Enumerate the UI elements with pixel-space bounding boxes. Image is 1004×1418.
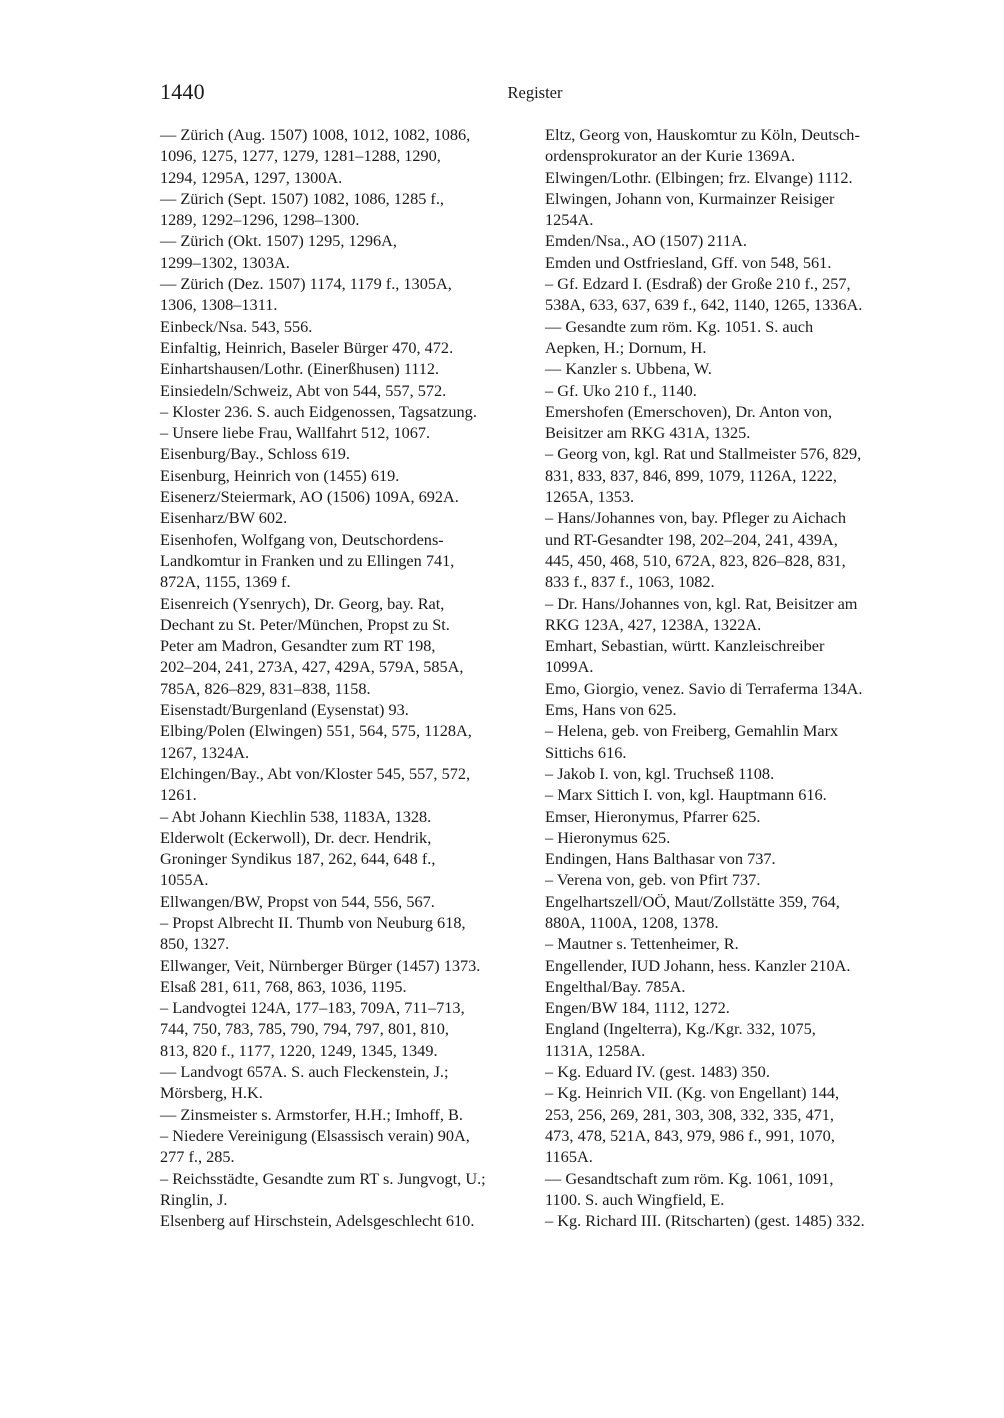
index-entry [545,230,925,251]
index-entry-line: 473, 478, 521A, 843, 979, 986 f., 991, 1070, [545,1125,835,1145]
index-entry-line: ordensprokurator an der Kurie 1369A. [545,146,796,166]
index-entry-line: Engellender, IUD Johann, hess. Kanzler 210A. [545,955,851,975]
index-entry [545,720,925,763]
index-entry-line: 785A, 826–829, 831–838, 1158. [160,678,371,698]
index-entry-line: 1267, 1324A. [160,742,250,762]
index-entry-line: – Dr. Hans/Johannes von, kgl. Rat, Beisitzer am [545,593,858,613]
index-entry [160,891,530,912]
index-entry [545,167,925,188]
index-entry [160,230,530,273]
index-entry [160,593,530,699]
index-entry-line: Elwingen/Lothr. (Elbingen; frz. Elvange) 1112. [545,167,853,187]
index-entry-line: Ems, Hans von 625. [545,700,677,720]
index-entry [545,933,925,954]
index-entry [545,678,925,699]
index-entry-line: Einbeck/Nsa. 543, 556. [160,316,313,336]
index-entry-line: –– Gesandtschaft zum röm. Kg. 1061, 1091, [545,1168,834,1188]
index-entry [160,422,530,443]
index-entry-line: 1096, 1275, 1277, 1279, 1281–1288, 1290, [160,146,441,166]
index-entry-line: Beisitzer am RKG 431A, 1325. [545,423,751,443]
index-entry-line: 872A, 1155, 1369 f. [160,572,291,592]
index-entry-line: 813, 820 f., 1177, 1220, 1249, 1345, 1349. [160,1040,438,1060]
index-entry [545,891,925,934]
index-entry [160,380,530,401]
index-entry-line: RKG 123A, 427, 1238A, 1322A. [545,614,762,634]
index-entry-line: 831, 833, 837, 846, 899, 1079, 1126A, 1222, [545,465,838,485]
index-entry [160,124,530,188]
index-entry [160,443,530,464]
index-entry-line: 538A, 633, 637, 639 f., 642, 1140, 1265, 1336A. [545,295,863,315]
index-entry-line: 1165A. [545,1147,593,1167]
index-entry [160,1061,530,1104]
index-entry-line: 833 f., 837 f., 1063, 1082. [545,572,715,592]
index-entry-line: – Abt Johann Kiechlin 538, 1183A, 1328. [160,806,432,826]
index-entry-line: 1100. S. auch Wingfield, E. [545,1189,725,1209]
index-entry-line: Elsaß 281, 611, 768, 863, 1036, 1195. [160,976,407,996]
index-entry [160,337,530,358]
index-entry-line: Eisenburg/Bay., Schloss 619. [160,444,350,464]
index-entry-line: –– Landvogt 657A. S. auch Fleckenstein, J.; [160,1062,449,1082]
index-entry [545,593,925,636]
index-entry-line: – Gf. Uko 210 f., 1140. [545,380,697,400]
index-entry [160,763,530,806]
index-entry-line: 880A, 1100A, 1208, 1378. [545,912,719,932]
index-entry [545,124,925,167]
index-entry [160,912,530,955]
index-entry-line: Einfaltig, Heinrich, Baseler Bürger 470, 472. [160,337,454,357]
page-number: 1440 [160,79,205,104]
index-entry [545,316,925,359]
index-entry [545,188,925,231]
index-entry-line: – Kg. Heinrich VII. (Kg. von Engellant) 144, [545,1083,840,1103]
index-entry-line: –– Zürich (Aug. 1507) 1008, 1012, 1082, 1086, [160,125,471,144]
index-entry [160,806,530,827]
index-entry [160,699,530,720]
index-entry [160,401,530,422]
index-entry [545,1061,925,1082]
index-entry-line: –– Zürich (Dez. 1507) 1174, 1179 f., 1305A, [160,274,452,294]
index-entry-line: Einsiedeln/Schweiz, Abt von 544, 557, 572. [160,380,447,400]
index-entry-line: Elsenberg auf Hirschstein, Adelsgeschlecht 610. [160,1211,475,1231]
index-entry-line: – Kloster 236. S. auch Eidgenossen, Tagsatzung. [160,401,477,421]
index-entry-line: – Propst Albrecht II. Thumb von Neuburg 618, [160,912,466,932]
index-entry [545,1210,925,1231]
index-entry-line: 1254A. [545,210,594,230]
index-entry-line: Elderwolt (Eckerwoll), Dr. decr. Hendrik, [160,827,432,847]
index-entry [160,1125,530,1168]
index-entry-line: – Hieronymus 625. [545,827,671,847]
index-entry-line: 1265A, 1353. [545,487,635,507]
index-entry [545,976,925,997]
index-entry-line: 1099A. [545,657,594,677]
index-entry-line: Elwingen, Johann von, Kurmainzer Reisiger [545,188,835,208]
running-head: Register [507,83,563,102]
index-entry-line: 1289, 1292–1296, 1298–1300. [160,210,360,230]
index-entry [160,976,530,997]
index-entry [545,1082,925,1167]
index-entry [160,507,530,528]
index-entry [160,1168,530,1211]
index-entry-line: – Georg von, kgl. Rat und Stallmeister 576, 829, [545,444,862,464]
index-entry-line: 1306, 1308–1311. [160,295,278,315]
index-entry-line: – Marx Sittich I. von, kgl. Hauptmann 616. [545,785,827,805]
index-entry-line: – Reichsstädte, Gesandte zum RT s. Jungvogt, U.; [160,1168,486,1188]
index-entry-line: Sittichs 616. [545,742,627,762]
index-entry-line: – Kg. Richard III. (Ritscharten) (gest. 1485) 332. [545,1211,865,1231]
index-entry-line: 445, 450, 468, 510, 672A, 823, 826–828, 831, [545,550,846,570]
index-entry-line: Ellwangen/BW, Propst von 544, 556, 567. [160,891,435,911]
index-entry-line: – Niedere Vereinigung (Elsassisch verain) 90A, [160,1125,470,1145]
index-entry [160,827,530,891]
index-entry-line: Endingen, Hans Balthasar von 737. [545,849,776,869]
index-entry-line: Emhart, Sebastian, württ. Kanzleischreiber [545,636,825,656]
index-entry [545,869,925,890]
index-entry-line: Einhartshausen/Lothr. (Einerßhusen) 1112. [160,359,440,379]
index-entry-line: und RT-Gesandter 198, 202–204, 241, 439A, [545,529,838,549]
index-entry-line: – Unsere liebe Frau, Wallfahrt 512, 1067. [160,423,431,443]
index-entry-line: 1055A. [160,870,209,890]
index-entry-line: Eisenburg, Heinrich von (1455) 619. [160,465,400,485]
index-entry-line: Emershofen (Emerschoven), Dr. Anton von, [545,401,833,421]
index-entry-line: Elbing/Polen (Elwingen) 551, 564, 575, 1128A, [160,721,472,741]
index-entry-line: Landkomtur in Franken und zu Ellingen 741, [160,550,455,570]
index-entry-line: Emden und Ostfriesland, Gff. von 548, 561. [545,252,832,272]
index-entry-line: – Helena, geb. von Freiberg, Gemahlin Marx [545,721,839,741]
index-entry-line: 277 f., 285. [160,1147,235,1167]
index-entry-line: Eisenerz/Steiermark, AO (1506) 109A, 692A. [160,487,459,507]
index-entry [545,380,925,401]
index-entry-line: Engen/BW 184, 1112, 1272. [545,998,730,1018]
index-entry-line: 1261. [160,785,197,805]
index-entry-line: – Mautner s. Tettenheimer, R. [545,934,739,954]
index-entry-line: –– Zürich (Okt. 1507) 1295, 1296A, [160,231,397,251]
index-entry [545,401,925,444]
index-entry-line: Mörsberg, H.K. [160,1083,263,1103]
index-entry [160,1210,530,1231]
index-entry [160,358,530,379]
index-entry [160,529,530,593]
index-entry-line: 1294, 1295A, 1297, 1300A. [160,167,343,187]
index-entry-line: Emo, Giorgio, venez. Savio di Terraferma 134A. [545,678,863,698]
index-entry [545,273,925,316]
index-entry-line: Engelhartszell/OÖ, Maut/Zollstätte 359, 764, [545,891,840,911]
index-entry-line: Eisenhofen, Wolfgang von, Deutschordens- [160,529,444,549]
index-entry-line: – Kg. Eduard IV. (gest. 1483) 350. [545,1062,770,1082]
index-entry [160,486,530,507]
index-entry-line: Ringlin, J. [160,1189,228,1209]
index-entry-line: 253, 256, 269, 281, 303, 308, 332, 335, 471, [545,1104,834,1124]
index-entry-line: – Hans/Johannes von, bay. Pfleger zu Aichach [545,508,846,528]
index-entry [545,1018,925,1061]
index-column-left [160,124,530,1231]
index-entry-line: –– Kanzler s. Ubbena, W. [545,359,712,379]
index-entry-line: Eltz, Georg von, Hauskomtur zu Köln, Deutsch- [545,125,860,144]
index-entry-line: Peter am Madron, Gesandter zum RT 198, [160,636,436,656]
index-entry-line: –– Zürich (Sept. 1507) 1082, 1086, 1285 f., [160,188,444,208]
index-entry-line: Emser, Hieronymus, Pfarrer 625. [545,806,761,826]
index-entry-line: Eisenreich (Ysenrych), Dr. Georg, bay. Rat, [160,593,445,613]
index-entry [545,635,925,678]
index-entry [545,699,925,720]
index-entry [160,188,530,231]
index-entry [545,955,925,976]
index-entry-line: Eisenstadt/Burgenland (Eysenstat) 93. [160,700,409,720]
index-entry-line: Eisenharz/BW 602. [160,508,288,528]
index-entry-line: Aepken, H.; Dornum, H. [545,337,707,357]
index-entry [545,443,925,507]
index-entry-line: Ellwanger, Veit, Nürnberger Bürger (1457) 1373. [160,955,481,975]
index-entry-line: Elchingen/Bay., Abt von/Kloster 545, 557, 572, [160,763,471,783]
index-entry [545,358,925,379]
index-entry [545,827,925,848]
index-entry-line: –– Gesandte zum röm. Kg. 1051. S. auch [545,316,814,336]
index-entry [545,1168,925,1211]
index-entry-line: 1299–1302, 1303A. [160,252,290,272]
index-entry [545,507,925,592]
index-entry-line: Groninger Syndikus 187, 262, 644, 648 f., [160,849,436,869]
index-entry [160,720,530,763]
index-entry-line: 744, 750, 783, 785, 790, 794, 797, 801, 810, [160,1019,449,1039]
index-entry-line: –– Zinsmeister s. Armstorfer, H.H.; Imhoff, B. [160,1104,463,1124]
index-entry-line: – Verena von, geb. von Pfirt 737. [545,870,761,890]
index-entry [160,955,530,976]
index-entry [160,1104,530,1125]
index-column-right [545,124,925,1231]
index-entry [160,273,530,316]
index-entry-line: 202–204, 241, 273A, 427, 429A, 579A, 585A, [160,657,464,677]
index-entry-line: – Jakob I. von, kgl. Truchseß 1108. [545,763,775,783]
index-entry-line: Dechant zu St. Peter/München, Propst zu St. [160,614,450,634]
index-entry [545,848,925,869]
index-entry-line: England (Ingelterra), Kg./Kgr. 332, 1075, [545,1019,816,1039]
index-entry-line: Emden/Nsa., AO (1507) 211A. [545,231,747,251]
index-entry-line: 1131A, 1258A. [545,1040,646,1060]
index-entry [545,252,925,273]
index-entry [545,784,925,805]
index-entry [545,997,925,1018]
index-entry [160,316,530,337]
index-entry-line: – Landvogtei 124A, 177–183, 709A, 711–713, [160,998,465,1018]
index-entry-line: 850, 1327. [160,934,230,954]
index-entry [545,806,925,827]
index-entry [545,763,925,784]
index-entry-line: Engelthal/Bay. 785A. [545,976,686,996]
index-entry [160,997,530,1061]
index-entry-line: – Gf. Edzard I. (Esdraß) der Große 210 f., 257, [545,274,851,294]
index-entry [160,465,530,486]
